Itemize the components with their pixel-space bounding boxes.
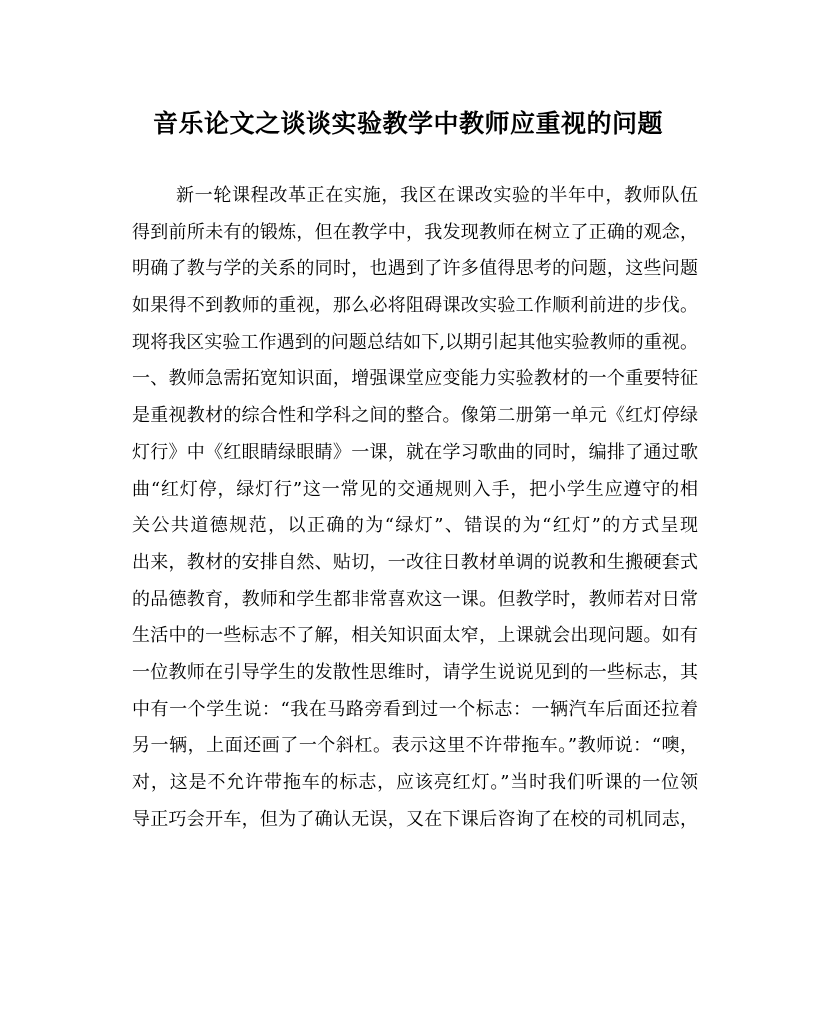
- body-line: 导正巧会开车，但为了确认无误，又在下课后咨询了在校的司机同志，: [132, 808, 698, 830]
- body-line: 明确了教与学的关系的同时，也遇到了许多值得思考的问题，这些问题: [132, 258, 698, 280]
- body-line: 一、教师急需拓宽知识面，增强课堂应变能力实验教材的一个重要特征: [132, 368, 698, 390]
- body-line: 的品德教育，教师和学生都非常喜欢这一课。但教学时，教师若对日常: [132, 588, 698, 610]
- body-line: 对，这是不允许带拖车的标志，应该亮红灯。”当时我们听课的一位领: [132, 772, 698, 793]
- body-line: 关公共道德规范，以正确的为“绿灯”、错误的为“红灯”的方式呈现: [132, 515, 698, 537]
- body-line: 曲“红灯停，绿灯行”这一常见的交通规则入手，把小学生应遵守的相: [132, 478, 698, 500]
- body-line: 另一辆，上面还画了一个斜杠。表示这里不许带拖车。”教师说：“噢，: [132, 735, 698, 757]
- body-line: 一位教师在引导学生的发散性思维时，请学生说说见到的一些标志，其: [132, 661, 698, 683]
- body-line: 中有一个学生说：“我在马路旁看到过一个标志：一辆汽车后面还拉着: [132, 698, 698, 720]
- body-line: 出来，教材的安排自然、贴切，一改往日教材单调的说教和生搬硬套式: [132, 551, 698, 573]
- document-body: [132, 178, 698, 838]
- body-line: 如果得不到教师的重视，那么必将阻碍课改实验工作顺利前进的步伐。: [132, 295, 698, 317]
- body-line: 得到前所未有的锻炼，但在教学中，我发现教师在树立了正确的观念，: [132, 221, 698, 243]
- body-line: 新一轮课程改革正在实施，我区在课改实验的半年中，教师队伍: [176, 185, 698, 206]
- body-line: 现将我区实验工作遇到的问题总结如下,以期引起其他实验教师的重视。: [132, 331, 698, 353]
- body-line: 生活中的一些标志不了解，相关知识面太窄，上课就会出现问题。如有: [132, 625, 698, 647]
- body-line: 灯行》中《红眼睛绿眼睛》一课，就在学习歌曲的同时，编排了通过歌: [132, 441, 698, 463]
- body-line: 是重视教材的综合性和学科之间的整合。像第二册第一单元《红灯停绿: [132, 405, 698, 427]
- document-title: 音乐论文之谈谈实验教学中教师应重视的问题: [152, 109, 663, 138]
